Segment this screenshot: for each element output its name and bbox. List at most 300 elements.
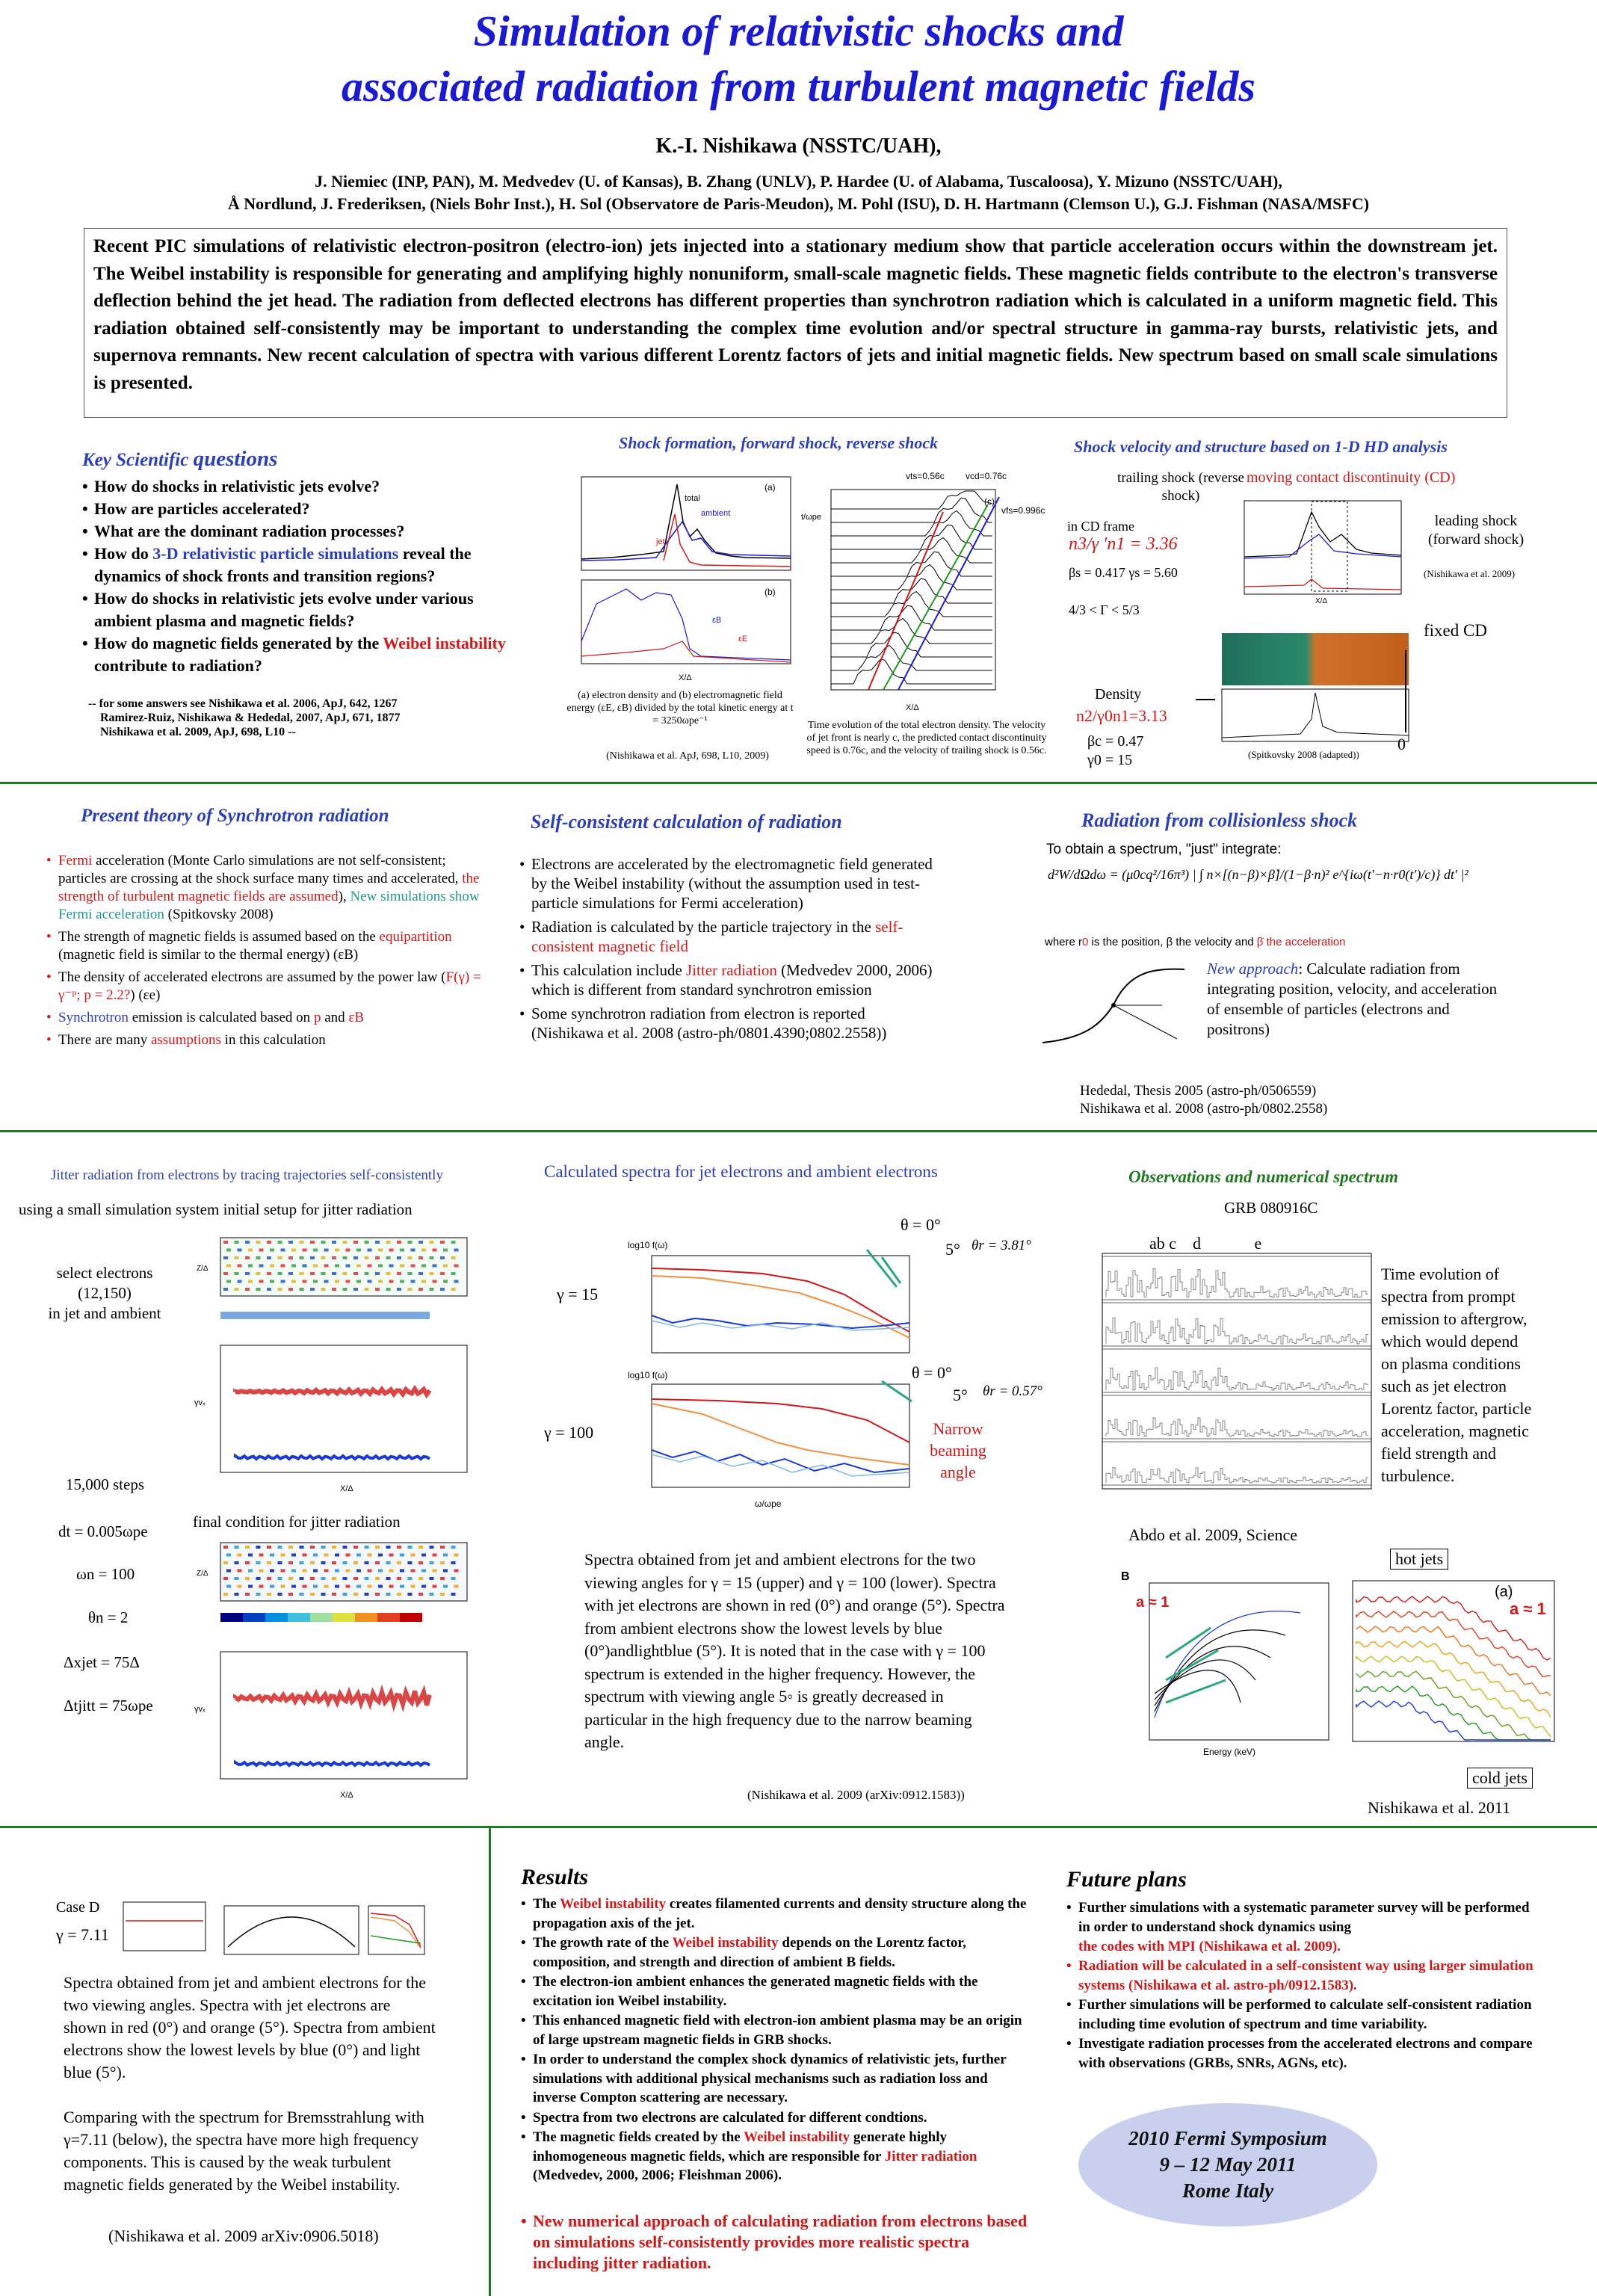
abstract-box: Recent PIC simulations of relativistic electron-positron (electro-ion) jets injected into a stationary medium show that particle acceleration occurs within the downstream jet. The Weibel instability is responsible for generating and amplifying highly nonuniform, small-scale magnetic fields. These magnetic fields contribute to the electron's transverse deflection behind the jet head. The radiation from deflected electrons has different properties than synchrotron radiation which is calculated in a uniform magnetic field. This radiation obtained self-consistently may be important to understanding the complex time evolution and/or spectral structure in gamma-ray bursts, relativistic jets, and supernova remnants. New recent calculation of spectra with various different Lorentz factors of jets and initial magnetic fields. New spectrum based on small scale simulations is presented. xyxy=(84,228,1507,418)
formula-legend: where r0 is the position, β the velocity and β̇ the acceleration xyxy=(1045,936,1346,948)
particle-dot xyxy=(421,1265,426,1268)
jet-label: jet xyxy=(656,537,665,546)
case-d-plot-2 xyxy=(220,1902,362,1958)
final-gamma-plot xyxy=(191,1644,475,1801)
self-consistent-item-1: • Electrons are accelerated by the electromagnetic field generated by the Weibel instability (without the assumption used in test-particle simulations for Fermi acceleration) xyxy=(519,854,938,913)
particle-dot xyxy=(343,1577,347,1580)
spectrum-gamma15 xyxy=(628,1235,927,1369)
shock-formation-caption-right: Time evolution of the total electron density. The velocity of jet front is nearly c, the predicted contact discontinuity speed is 0.76c, and the velocity of trailing shock is 0.56c. xyxy=(806,720,1047,756)
particle-dot xyxy=(335,1585,339,1588)
particle-dot xyxy=(389,1585,394,1588)
fermi-spectrum-curve xyxy=(1155,1611,1300,1718)
particle-dot xyxy=(346,1585,350,1588)
final-particles-map xyxy=(191,1538,475,1635)
particle-dot xyxy=(430,1546,434,1549)
five-deg-label-b: 5° xyxy=(953,1386,968,1404)
panel-a-label: (a) xyxy=(764,482,776,493)
case-d-label: Case D xyxy=(56,1899,100,1916)
present-theory-item-2: • The strength of magnetic fields is assumed based on the equipartition (magnetic field is similar to the thermal energy) (εB) xyxy=(46,928,495,964)
results-item-3: • The electron-ion ambient enhances the generated magnetic fields with the excitation ion Weibel instability. xyxy=(521,1972,1029,2010)
particle-dot xyxy=(324,1249,329,1252)
particle-dot xyxy=(310,1288,315,1291)
particle-dot xyxy=(408,1256,413,1259)
colorbar-cell xyxy=(220,1613,243,1622)
particle-dot xyxy=(303,1585,307,1588)
grb-light-curves xyxy=(1080,1252,1375,1495)
key-question-3: • What are the dominant radiation processes? xyxy=(82,520,523,543)
particle-dot xyxy=(310,1272,315,1275)
future-item-2: • Radiation will be calculated in a self-consistent way using larger simulation systems (Nishikawa et al. astro-ph/0912.1583). xyxy=(1066,1957,1545,1996)
particle-dot xyxy=(267,1272,271,1275)
particle-dot xyxy=(291,1249,296,1252)
particle-dot xyxy=(368,1249,372,1252)
light-curve-frame xyxy=(1102,1442,1371,1485)
grb-segment-letters: ab c d e xyxy=(1149,1234,1262,1253)
particle-dot xyxy=(443,1249,448,1252)
initial-gamma-y-label: γvₓ xyxy=(194,1398,206,1407)
particle-dot xyxy=(454,1249,459,1252)
particle-dot xyxy=(259,1585,264,1588)
dtjitt-label: Δtjitt = 75ωpe xyxy=(64,1697,153,1715)
particle-dot xyxy=(303,1265,307,1268)
particle-dot xyxy=(400,1585,404,1588)
nishikawa-2009-ref: (Nishikawa et al. 2009) xyxy=(1424,568,1516,579)
light-curve xyxy=(1106,1318,1368,1344)
jet-electron-streak xyxy=(235,1691,430,1706)
ee-label: εE xyxy=(738,635,748,644)
particle-dot xyxy=(313,1570,318,1573)
gamma-range: 4/3 < Γ < 5/3 xyxy=(1069,602,1140,617)
particle-dot xyxy=(313,1554,318,1557)
particle-dot xyxy=(397,1561,401,1564)
particle-dot xyxy=(408,1272,413,1275)
case-d-plot-3 xyxy=(365,1902,428,1958)
particle-dot xyxy=(400,1554,404,1557)
jet-electron-streak xyxy=(235,1389,430,1395)
spectrum-gamma100 xyxy=(628,1368,927,1510)
particle-dot xyxy=(281,1570,285,1573)
particle-dot xyxy=(346,1249,350,1252)
density-equation: n2/γ0n1=3.13 xyxy=(1076,706,1167,725)
particle-dot xyxy=(238,1249,242,1252)
shock-formation-caption-left: (a) electron density and (b) electromagnetic field energy (εE, εB) divided by the total kinetic energy at t = 3250ωpe⁻¹ xyxy=(566,690,794,726)
particle-dot xyxy=(248,1249,253,1252)
density-evolution-plot xyxy=(794,467,1051,718)
particle-dot xyxy=(353,1272,358,1275)
particle-dot xyxy=(346,1554,350,1557)
poster-title-line1: Simulation of relativistic shocks and xyxy=(473,7,1124,55)
particle-dot xyxy=(343,1546,347,1549)
nishikawa-2011-ref: Nishikawa et al. 2011 xyxy=(1368,1798,1511,1817)
particle-dot xyxy=(335,1554,339,1557)
particle-dot xyxy=(291,1280,296,1283)
particle-dot xyxy=(430,1241,434,1244)
beta-equation: βs = 0.417 γs = 5.60 xyxy=(1069,565,1178,580)
theta0-label-a: θ = 0° xyxy=(901,1215,941,1234)
particle-dot xyxy=(313,1280,318,1283)
self-consistent-item-2: • Radiation is calculated by the particle trajectory in the self-consistent magnetic field xyxy=(519,917,938,956)
case-d-ref: (Nishikawa et al. 2009 arXiv:0906.5018) xyxy=(108,2226,379,2245)
panel-c-label: (c) xyxy=(984,496,995,507)
particle-dot xyxy=(397,1546,401,1549)
results-item-1: • The Weibel instability creates filamented currents and density structure along the propagation axis of the jet. xyxy=(521,1895,1029,1933)
theta0-label-b: θ = 0° xyxy=(912,1363,952,1382)
particle-dot xyxy=(278,1546,282,1549)
particle-dot xyxy=(418,1593,423,1596)
particle-dot xyxy=(313,1249,318,1252)
particle-dot xyxy=(300,1288,304,1291)
poster-title-line2: associated radiation from turbulent magnetic fields xyxy=(342,62,1255,111)
particle-dot xyxy=(430,1256,434,1259)
particle-dot xyxy=(226,1554,231,1557)
self-consistent-list xyxy=(519,854,938,1047)
present-theory-item-3: • The density of accelerated electrons are assumed by the power law (F(γ) = γ⁻ᵖ; p = 2.2?) (εe) xyxy=(46,969,495,1004)
particle-dot xyxy=(454,1570,459,1573)
future-item-3: • Further simulations will be performed to calculate self-consistent radiation including time evolution of spectrum and time variability. xyxy=(1066,1996,1545,2034)
final-gamma-streaks xyxy=(235,1691,430,1765)
particle-dot xyxy=(335,1249,339,1252)
fermi-energy-label: Energy (keV) xyxy=(1203,1747,1256,1757)
light-curve-frame xyxy=(1102,1303,1371,1346)
particle-dot xyxy=(332,1561,336,1564)
particle-dot xyxy=(332,1256,336,1259)
particle-dot xyxy=(397,1577,401,1580)
particle-dot xyxy=(324,1554,329,1557)
particle-dot xyxy=(245,1577,250,1580)
particle-dot xyxy=(267,1561,271,1564)
colorbar-cell xyxy=(333,1613,355,1622)
particle-dot xyxy=(223,1546,228,1549)
particle-dot xyxy=(386,1288,391,1291)
particle-dot xyxy=(430,1593,434,1596)
panel-b-label: (b) xyxy=(764,587,776,597)
particle-dot xyxy=(451,1288,456,1291)
particle-dot xyxy=(321,1256,326,1259)
particle-dot xyxy=(278,1577,282,1580)
particle-dot xyxy=(418,1288,423,1291)
particle-dot xyxy=(440,1561,445,1564)
results-item-4: • This enhanced magnetic field with electron-ion ambient plasma may be an origin of large upstream magnetic fields in GRB shocks. xyxy=(521,2011,1029,2049)
omega-n-label: ωn = 100 xyxy=(76,1565,135,1583)
eb-label: εB xyxy=(712,616,722,625)
particle-dot xyxy=(443,1280,448,1283)
particle-dot xyxy=(440,1546,445,1549)
particle-dot xyxy=(418,1256,423,1259)
particle-dot xyxy=(281,1554,285,1557)
numerical-spectrum-curve xyxy=(1356,1626,1551,1696)
particle-dot xyxy=(321,1561,326,1564)
particle-dot xyxy=(343,1593,347,1596)
ambient-electron-streak xyxy=(235,1456,430,1459)
particle-dot xyxy=(386,1241,391,1244)
particle-dot xyxy=(238,1554,242,1557)
particle-dot xyxy=(386,1561,391,1564)
particle-dot xyxy=(267,1256,271,1259)
divider-2 xyxy=(0,1130,1597,1132)
particle-dot xyxy=(353,1256,358,1259)
particle-dot xyxy=(291,1265,296,1268)
particle-dot xyxy=(397,1288,401,1291)
particle-dot xyxy=(411,1554,416,1557)
eb-line xyxy=(581,589,791,660)
present-theory-item-1: • Fermi acceleration (Monte Carlo simulations are not self-consistent; particles are crossing at the shock surface many times and accelerated, the strength of turbulent magnetic fields are assumed), New simulations show Fermi acceleration (Spitkovsky 2008) xyxy=(46,852,495,924)
fermi-b-label: B xyxy=(1121,1570,1130,1583)
cold-jets-label: cold jets xyxy=(1467,1768,1533,1789)
particle-dot xyxy=(378,1265,383,1268)
particle-dot xyxy=(421,1570,426,1573)
theta-r-label-a: θr = 3.81° xyxy=(972,1238,1031,1253)
particle-dot xyxy=(270,1585,274,1588)
radiation-formula: d²W/dΩdω = (μ0cq²/16π³) | ∫ n×[(n−β)×β̇]/(1−β·n)² e^{iω(t′−n·r0(t′)/c)} dt′ |² xyxy=(1048,867,1468,882)
particle-dot xyxy=(430,1577,434,1580)
key-questions-list xyxy=(82,475,523,677)
spectrum15-y-label: log10 f(ω) xyxy=(628,1240,668,1250)
particle-dot xyxy=(421,1585,426,1588)
particle-dot xyxy=(365,1272,369,1275)
particle-dot xyxy=(321,1593,326,1596)
particle-dot xyxy=(389,1249,394,1252)
moving-cd-label: moving contact discontinuity (CD) xyxy=(1247,469,1456,486)
fermi-spectrum-curve xyxy=(1155,1660,1255,1700)
particle-dot xyxy=(411,1280,416,1283)
particle-dot xyxy=(368,1570,372,1573)
particle-dot xyxy=(356,1570,361,1573)
particle-dot xyxy=(270,1554,274,1557)
particle-dot xyxy=(368,1554,372,1557)
particle-dot xyxy=(353,1546,358,1549)
particle-dot xyxy=(368,1585,372,1588)
numerical-a-panel: (a) xyxy=(1495,1584,1513,1600)
dt-label: dt = 0.005ωpe xyxy=(58,1522,148,1540)
particle-dot xyxy=(335,1280,339,1283)
ambient-electron-streak xyxy=(235,1762,430,1765)
jitter-heading: Jitter radiation from electrons by tracing trajectories self-consistently xyxy=(51,1167,443,1183)
key-question-4: • How do 3-D relativistic particle simulations reveal the dynamics of shock fronts and transition regions? xyxy=(82,543,523,587)
divider-3 xyxy=(0,1826,1597,1828)
particle-dot xyxy=(353,1561,358,1564)
future-plans-list xyxy=(1066,1898,1545,2073)
particle-dot xyxy=(400,1570,404,1573)
light-curve-frame xyxy=(1102,1256,1371,1300)
particle-dot xyxy=(278,1288,282,1291)
particle-dot xyxy=(300,1272,304,1275)
particle-dot xyxy=(451,1593,456,1596)
particle-dot xyxy=(430,1561,434,1564)
vfs-label: vfs=0.996c xyxy=(1001,505,1045,516)
particle-dot xyxy=(238,1265,242,1268)
particle-dot xyxy=(443,1265,448,1268)
particle-dot xyxy=(389,1570,394,1573)
new-approach-text: New approach: Calculate radiation from integrating position, velocity, and acceleration of ensemble of particles (electrons and positrons) xyxy=(1207,960,1498,1038)
particle-dot xyxy=(343,1272,347,1275)
hd-density-plot xyxy=(1237,497,1409,605)
vcd-label: vcd=0.76c xyxy=(966,471,1007,481)
present-theory-item-5: • There are many assumptions in this calculation xyxy=(46,1031,495,1049)
particle-dot xyxy=(303,1570,307,1573)
present-theory-item-4: • Synchrotron emission is calculated based on p and εB xyxy=(46,1009,495,1027)
light-curve xyxy=(1106,1418,1368,1436)
fixed-cd-marker xyxy=(1405,650,1406,732)
abdo-ref: Abdo et al. 2009, Science xyxy=(1128,1525,1298,1544)
light-curve xyxy=(1106,1368,1368,1390)
particle-dot xyxy=(375,1561,380,1564)
results-item-5: • In order to understand the complex shock dynamics of relativistic jets, further simulations with additional physical mechanisms such as radiation loss and inverse Compton scattering are necessary. xyxy=(521,2050,1029,2108)
self-consistent-item-3: • This calculation include Jitter radiation (Medvedev 2000, 2006) which is different from standard synchrotron emission xyxy=(519,960,938,999)
particle-dot xyxy=(433,1554,437,1557)
particle-dot xyxy=(235,1256,239,1259)
particle-dot xyxy=(245,1256,250,1259)
particle-dot xyxy=(332,1577,336,1580)
particle-dot xyxy=(245,1241,250,1244)
select-electrons-label: select electrons (12,150) in jet and ambient xyxy=(48,1264,161,1322)
particle-dot xyxy=(235,1241,239,1244)
results-list xyxy=(521,1895,1029,2186)
particle-dot xyxy=(300,1546,304,1549)
particle-dot xyxy=(389,1280,394,1283)
particle-dot xyxy=(313,1585,318,1588)
particle-dot xyxy=(375,1546,380,1549)
particle-dot xyxy=(421,1249,426,1252)
colorbar-cell xyxy=(265,1613,288,1622)
numerical-spectrum-panel xyxy=(1338,1570,1562,1760)
particle-dot xyxy=(451,1577,456,1580)
particle-dot xyxy=(343,1561,347,1564)
particle-dot xyxy=(256,1288,261,1291)
particle-dot xyxy=(418,1241,423,1244)
particle-dot xyxy=(378,1280,383,1283)
particle-dot xyxy=(440,1272,445,1275)
symposium-badge: 2010 Fermi Symposium 9 – 12 May 2011 Rome Italy xyxy=(1078,2103,1377,2226)
hd-x-label: X/Δ xyxy=(1315,597,1328,605)
particle-dot xyxy=(430,1288,434,1291)
future-item-1: • Further simulations with a systematic parameter survey will be performed in order to understand shock dynamics using the codes with MPI (Nishikawa et al. 2009). xyxy=(1066,1898,1545,1957)
particle-dot xyxy=(321,1241,326,1244)
particle-dot xyxy=(335,1265,339,1268)
numerical-a-label: a ≈ 1 xyxy=(1510,1599,1546,1618)
particle-dot xyxy=(303,1554,307,1557)
particle-dot xyxy=(389,1265,394,1268)
particle-dot xyxy=(223,1256,228,1259)
particle-dot xyxy=(310,1593,315,1596)
density-label: Density xyxy=(1095,686,1142,703)
particle-dot xyxy=(418,1272,423,1275)
particle-dot xyxy=(411,1570,416,1573)
calc-spectra-ref: (Nishikawa et al. 2009 (arXiv:0912.1583)) xyxy=(747,1788,965,1802)
particle-dot xyxy=(321,1546,326,1549)
particle-dot xyxy=(451,1561,456,1564)
particle-dot xyxy=(235,1577,239,1580)
particle-dot xyxy=(365,1577,369,1580)
future-item-4: • Investigate radiation processes from the accelerated electrons and compare with observations (GRBs, SNRs, AGNs, etc). xyxy=(1066,2034,1545,2073)
particle-dot xyxy=(324,1265,329,1268)
coauthors-line1: J. Niemiec (INP, PAN), M. Medvedev (U. of Kansas), B. Zhang (UNLV), P. Hardee (U. of Alabama, Tuscaloosa), Y. Mizuno (NSSTC/UAH), xyxy=(315,172,1282,191)
particle-dot xyxy=(408,1561,413,1564)
hot-jets-label: hot jets xyxy=(1390,1549,1448,1570)
particle-dot xyxy=(259,1249,264,1252)
particle-dot xyxy=(386,1577,391,1580)
particle-dot xyxy=(270,1570,274,1573)
fermi-spectrum-curves xyxy=(1155,1611,1300,1718)
leading-shock-label: leading shock (forward shock) xyxy=(1427,513,1525,548)
fixed-cd-label: fixed CD xyxy=(1424,621,1487,640)
theta-n-label: θn = 2 xyxy=(88,1608,129,1626)
final-gamma-y-label: γvₓ xyxy=(194,1705,206,1714)
particle-dot xyxy=(356,1585,361,1588)
particle-dot xyxy=(281,1265,285,1268)
particle-dot xyxy=(313,1265,318,1268)
particle-dot xyxy=(400,1280,404,1283)
particle-dot xyxy=(245,1561,250,1564)
gamma15-label: γ = 15 xyxy=(557,1285,599,1303)
particle-dot xyxy=(443,1570,448,1573)
particle-dot xyxy=(343,1288,347,1291)
shock-velocity-heading: Shock velocity and structure based on 1-D HD analysis xyxy=(1074,437,1448,456)
particle-dot xyxy=(248,1265,253,1268)
particle-dot xyxy=(375,1272,380,1275)
particle-dot xyxy=(256,1593,261,1596)
particle-dot xyxy=(451,1241,456,1244)
particle-dot xyxy=(278,1593,282,1596)
light-curve xyxy=(1106,1268,1368,1297)
particle-dot xyxy=(267,1577,271,1580)
particle-dot xyxy=(270,1265,274,1268)
fermi-spectrum-panel xyxy=(1121,1568,1338,1759)
waterfall-curve xyxy=(831,578,992,603)
particle-dot xyxy=(421,1280,426,1283)
particle-dot xyxy=(235,1546,239,1549)
spectrum100-x-label: ω/ωpe xyxy=(755,1499,782,1509)
in-cd-frame-label: in CD frame xyxy=(1067,519,1134,534)
arrow-density xyxy=(1196,699,1215,700)
particle-dot xyxy=(245,1272,250,1275)
particle-dot xyxy=(259,1265,264,1268)
particle-dot xyxy=(223,1577,228,1580)
results-heading: Results xyxy=(521,1865,589,1889)
waterfall-curve xyxy=(831,498,992,522)
particle-dot xyxy=(375,1577,380,1580)
spitkovsky-density-map xyxy=(1218,629,1412,749)
results-last-item: • New numerical approach of calculating radiation from electrons based on simulations self-consistently provides more realistic spectra including jitter radiation. xyxy=(521,2212,1028,2272)
particle-dot xyxy=(256,1561,261,1564)
particle-dot xyxy=(238,1570,242,1573)
key-question-1: • How do shocks in relativistic jets evolve? xyxy=(82,475,523,498)
divider-1 xyxy=(0,782,1597,784)
particle-dot xyxy=(418,1561,423,1564)
grb-label: GRB 080916C xyxy=(1224,1199,1318,1217)
particle-dot xyxy=(288,1256,293,1259)
jitter-subheading: using a small simulation system initial setup for jitter radiation xyxy=(19,1200,413,1218)
particle-dot xyxy=(365,1593,369,1596)
particle-dot xyxy=(278,1561,282,1564)
time-evolution-text: Time evolution of spectra from prompt emission to aftergrow, which would depend on plasma conditions such as jet electron Lorentz factor, particle acceleration, magnetic field strength and turbulence. xyxy=(1381,1265,1532,1485)
particle-dot xyxy=(223,1593,228,1596)
five-deg-label-a: 5° xyxy=(945,1240,960,1259)
waterfall-curve xyxy=(831,510,992,536)
particle-dot xyxy=(267,1593,271,1596)
particle-dot xyxy=(288,1288,293,1291)
gamma100-label: γ = 100 xyxy=(544,1423,594,1442)
particle-dot xyxy=(248,1585,253,1588)
particle-dot xyxy=(375,1288,380,1291)
particle-dot xyxy=(386,1272,391,1275)
fermi-arrow xyxy=(1166,1680,1226,1703)
particle-dot xyxy=(259,1280,264,1283)
particle-dot xyxy=(310,1577,315,1580)
particle-dot xyxy=(223,1561,228,1564)
particle-dot xyxy=(440,1241,445,1244)
particle-dot xyxy=(451,1256,456,1259)
particle-dot xyxy=(226,1265,231,1268)
